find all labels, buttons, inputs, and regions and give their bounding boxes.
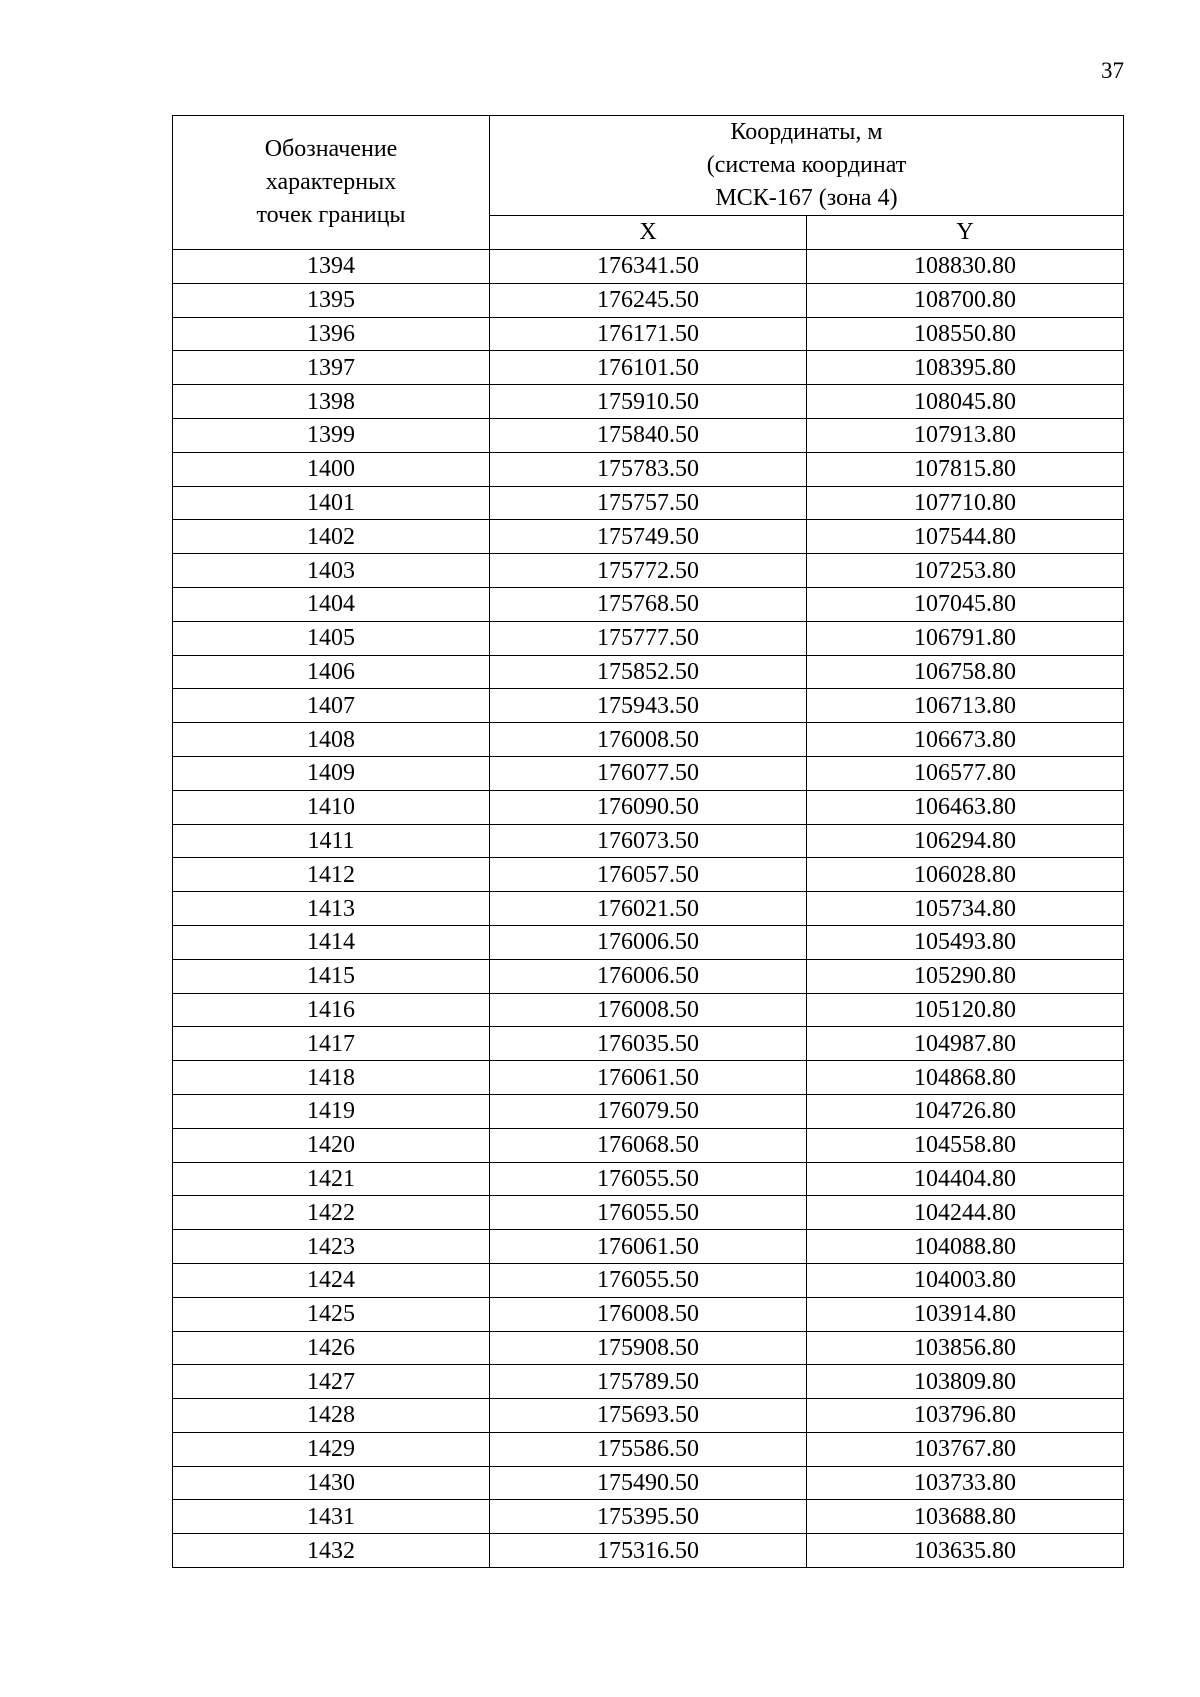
table-row (173, 1500, 1124, 1534)
cell-point: 1422 (173, 1196, 490, 1230)
cell-point: 1403 (173, 554, 490, 588)
cell-y: 104726.80 (807, 1094, 1124, 1128)
cell-point: 1406 (173, 655, 490, 689)
table-row (173, 1027, 1124, 1061)
header-row-main (173, 116, 1124, 216)
cell-y: 108700.80 (807, 283, 1124, 317)
cell-y: 103733.80 (807, 1466, 1124, 1500)
cell-x: 176061.50 (490, 1061, 807, 1095)
cell-point: 1432 (173, 1534, 490, 1568)
cell-point: 1409 (173, 756, 490, 790)
table-row (173, 1466, 1124, 1500)
table-row (173, 756, 1124, 790)
cell-y: 108830.80 (807, 250, 1124, 284)
table-row (173, 959, 1124, 993)
cell-point: 1411 (173, 824, 490, 858)
cell-y: 108395.80 (807, 351, 1124, 385)
table-row (173, 587, 1124, 621)
cell-x: 175908.50 (490, 1331, 807, 1365)
cell-point: 1407 (173, 689, 490, 723)
cell-y: 107913.80 (807, 418, 1124, 452)
cell-point: 1416 (173, 993, 490, 1027)
cell-x: 176068.50 (490, 1128, 807, 1162)
table-row (173, 723, 1124, 757)
cell-x: 176171.50 (490, 317, 807, 351)
table-row (173, 351, 1124, 385)
cell-point: 1399 (173, 418, 490, 452)
cell-x: 176341.50 (490, 250, 807, 284)
cell-y: 105493.80 (807, 925, 1124, 959)
cell-x: 176057.50 (490, 858, 807, 892)
cell-x: 175777.50 (490, 621, 807, 655)
cell-point: 1418 (173, 1061, 490, 1095)
cell-x: 175789.50 (490, 1365, 807, 1399)
cell-point: 1395 (173, 283, 490, 317)
table-row (173, 1094, 1124, 1128)
cell-y: 103688.80 (807, 1500, 1124, 1534)
header-coordinates: Координаты, м (система координат МСК-167 (зона 4) (490, 116, 1124, 216)
cell-point: 1430 (173, 1466, 490, 1500)
cell-point: 1426 (173, 1331, 490, 1365)
cell-y: 104404.80 (807, 1162, 1124, 1196)
cell-point: 1404 (173, 587, 490, 621)
page-number: 37 (1101, 58, 1124, 83)
cell-x: 176006.50 (490, 925, 807, 959)
cell-point: 1421 (173, 1162, 490, 1196)
cell-y: 105290.80 (807, 959, 1124, 993)
table-row (173, 1534, 1124, 1568)
cell-y: 106791.80 (807, 621, 1124, 655)
table-body (173, 250, 1124, 1568)
cell-x: 175840.50 (490, 418, 807, 452)
cell-x: 176090.50 (490, 790, 807, 824)
cell-y: 104088.80 (807, 1230, 1124, 1264)
cell-y: 104987.80 (807, 1027, 1124, 1061)
cell-x: 175783.50 (490, 452, 807, 486)
table-header (173, 116, 1124, 250)
table-row (173, 452, 1124, 486)
cell-y: 105734.80 (807, 892, 1124, 926)
cell-point: 1401 (173, 486, 490, 520)
cell-x: 176101.50 (490, 351, 807, 385)
cell-point: 1415 (173, 959, 490, 993)
cell-point: 1396 (173, 317, 490, 351)
table-row (173, 1263, 1124, 1297)
cell-y: 103856.80 (807, 1331, 1124, 1365)
cell-point: 1412 (173, 858, 490, 892)
table-row (173, 925, 1124, 959)
table-row (173, 1196, 1124, 1230)
table-row (173, 621, 1124, 655)
table-row (173, 1399, 1124, 1433)
cell-x: 175395.50 (490, 1500, 807, 1534)
cell-x: 175586.50 (490, 1432, 807, 1466)
cell-point: 1424 (173, 1263, 490, 1297)
cell-x: 175757.50 (490, 486, 807, 520)
cell-x: 175749.50 (490, 520, 807, 554)
cell-y: 105120.80 (807, 993, 1124, 1027)
cell-point: 1425 (173, 1297, 490, 1331)
cell-x: 175768.50 (490, 587, 807, 621)
coordinates-table (172, 115, 1124, 1568)
cell-x: 176008.50 (490, 993, 807, 1027)
cell-x: 175693.50 (490, 1399, 807, 1433)
table-row (173, 1432, 1124, 1466)
cell-point: 1431 (173, 1500, 490, 1534)
header-x: X (490, 216, 807, 250)
cell-y: 104003.80 (807, 1263, 1124, 1297)
table-row (173, 689, 1124, 723)
cell-point: 1417 (173, 1027, 490, 1061)
table-row (173, 993, 1124, 1027)
cell-x: 175910.50 (490, 385, 807, 419)
table-row (173, 824, 1124, 858)
cell-y: 106294.80 (807, 824, 1124, 858)
cell-y: 107045.80 (807, 587, 1124, 621)
cell-y: 106577.80 (807, 756, 1124, 790)
cell-x: 175316.50 (490, 1534, 807, 1568)
table-row (173, 1162, 1124, 1196)
cell-x: 176035.50 (490, 1027, 807, 1061)
cell-y: 103635.80 (807, 1534, 1124, 1568)
table-row (173, 554, 1124, 588)
cell-y: 108045.80 (807, 385, 1124, 419)
table-row (173, 385, 1124, 419)
header-point-designation: Обозначение характерных точек границы (173, 116, 490, 250)
cell-x: 176055.50 (490, 1263, 807, 1297)
cell-point: 1405 (173, 621, 490, 655)
cell-y: 107544.80 (807, 520, 1124, 554)
table-row (173, 1365, 1124, 1399)
cell-point: 1408 (173, 723, 490, 757)
cell-x: 176073.50 (490, 824, 807, 858)
table-row (173, 892, 1124, 926)
cell-x: 175943.50 (490, 689, 807, 723)
table-row (173, 418, 1124, 452)
cell-x: 175852.50 (490, 655, 807, 689)
table-row (173, 858, 1124, 892)
cell-x: 176008.50 (490, 1297, 807, 1331)
cell-y: 103767.80 (807, 1432, 1124, 1466)
cell-point: 1414 (173, 925, 490, 959)
cell-x: 176008.50 (490, 723, 807, 757)
cell-x: 175490.50 (490, 1466, 807, 1500)
cell-point: 1428 (173, 1399, 490, 1433)
cell-y: 106028.80 (807, 858, 1124, 892)
cell-y: 103796.80 (807, 1399, 1124, 1433)
cell-point: 1397 (173, 351, 490, 385)
cell-x: 176077.50 (490, 756, 807, 790)
cell-x: 176061.50 (490, 1230, 807, 1264)
table-row (173, 1331, 1124, 1365)
cell-point: 1402 (173, 520, 490, 554)
header-y: Y (807, 216, 1124, 250)
cell-point: 1394 (173, 250, 490, 284)
table-row (173, 790, 1124, 824)
cell-y: 108550.80 (807, 317, 1124, 351)
cell-point: 1423 (173, 1230, 490, 1264)
table-row (173, 283, 1124, 317)
cell-y: 104244.80 (807, 1196, 1124, 1230)
cell-y: 106463.80 (807, 790, 1124, 824)
cell-point: 1427 (173, 1365, 490, 1399)
cell-y: 106758.80 (807, 655, 1124, 689)
cell-y: 106713.80 (807, 689, 1124, 723)
cell-point: 1410 (173, 790, 490, 824)
table-row (173, 1297, 1124, 1331)
cell-y: 107710.80 (807, 486, 1124, 520)
cell-x: 176006.50 (490, 959, 807, 993)
cell-y: 104558.80 (807, 1128, 1124, 1162)
cell-y: 103914.80 (807, 1297, 1124, 1331)
cell-x: 176055.50 (490, 1196, 807, 1230)
cell-y: 103809.80 (807, 1365, 1124, 1399)
cell-point: 1413 (173, 892, 490, 926)
cell-x: 175772.50 (490, 554, 807, 588)
cell-point: 1419 (173, 1094, 490, 1128)
cell-x: 176079.50 (490, 1094, 807, 1128)
table-row (173, 1061, 1124, 1095)
cell-point: 1398 (173, 385, 490, 419)
cell-y: 107815.80 (807, 452, 1124, 486)
table-row (173, 317, 1124, 351)
table-row (173, 250, 1124, 284)
cell-x: 176055.50 (490, 1162, 807, 1196)
table-row (173, 486, 1124, 520)
cell-y: 104868.80 (807, 1061, 1124, 1095)
cell-point: 1420 (173, 1128, 490, 1162)
table-row (173, 1230, 1124, 1264)
cell-point: 1429 (173, 1432, 490, 1466)
cell-x: 176021.50 (490, 892, 807, 926)
cell-point: 1400 (173, 452, 490, 486)
cell-y: 106673.80 (807, 723, 1124, 757)
table-row (173, 655, 1124, 689)
cell-x: 176245.50 (490, 283, 807, 317)
table-row (173, 1128, 1124, 1162)
table-row (173, 520, 1124, 554)
cell-y: 107253.80 (807, 554, 1124, 588)
